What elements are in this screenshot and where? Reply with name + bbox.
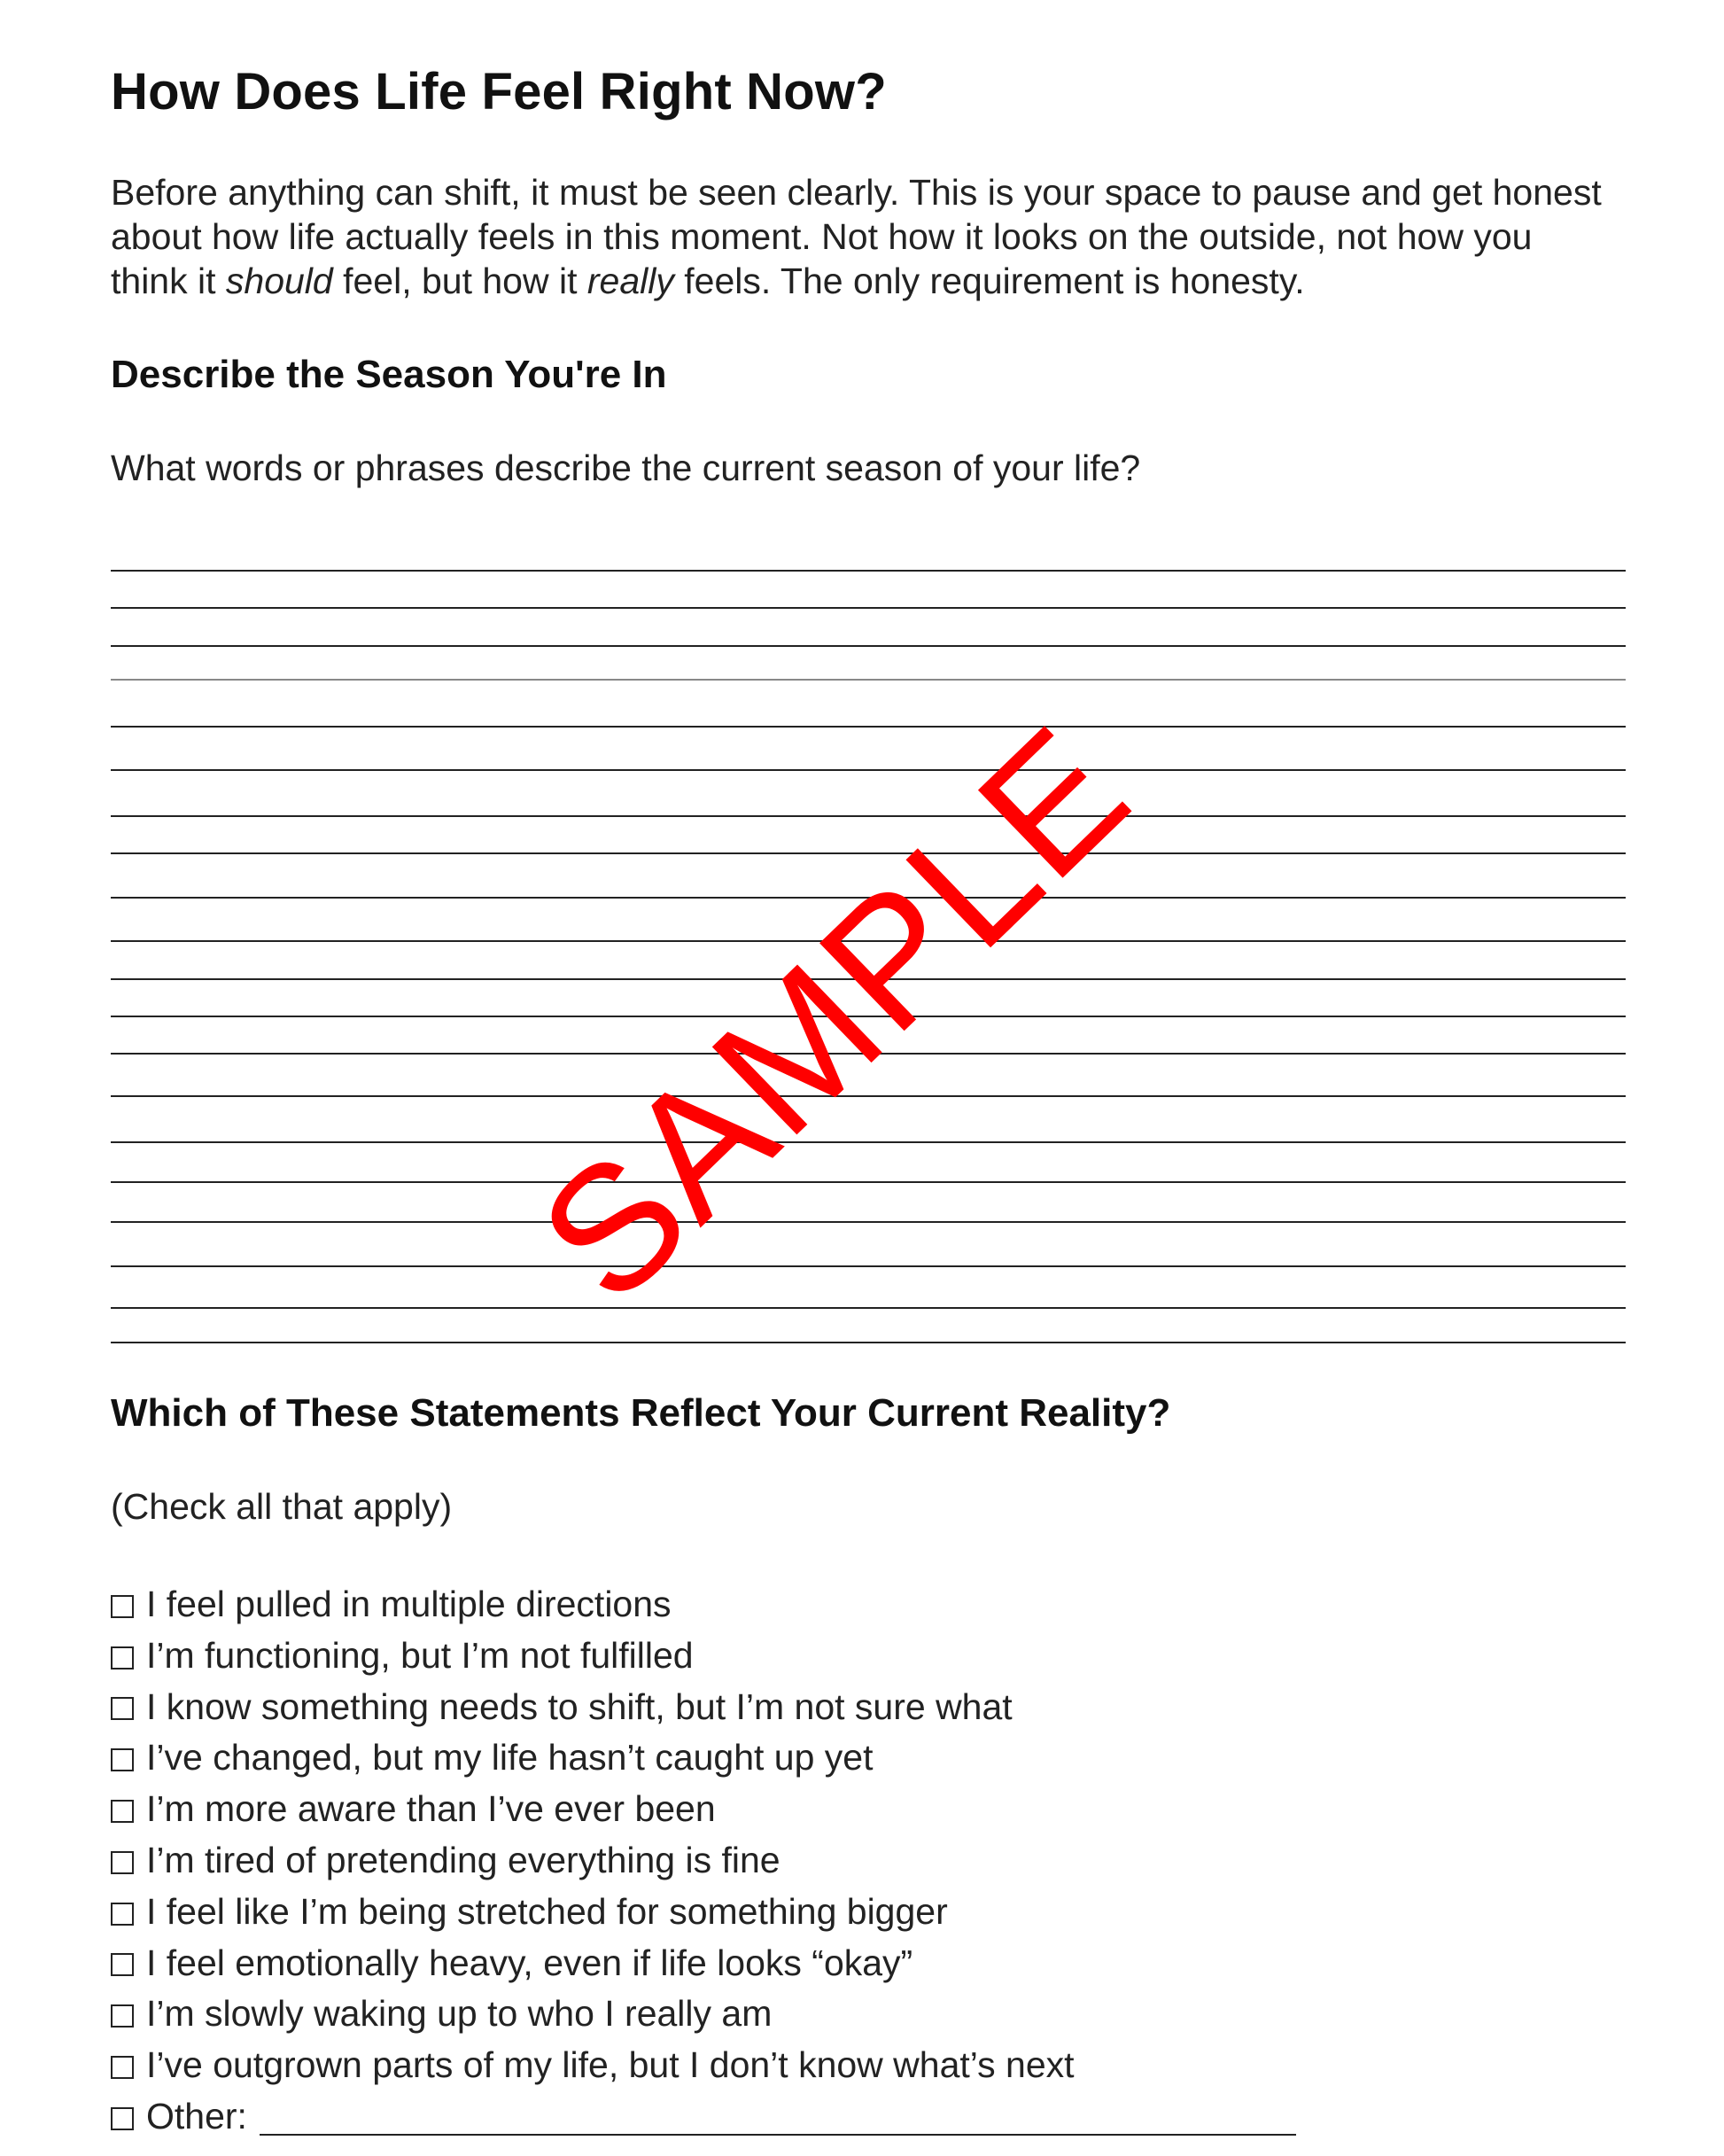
- checklist-item[interactable]: [111, 1887, 1296, 1938]
- sample-watermark: SAMPLE: [502, 689, 1165, 1339]
- checkbox-icon[interactable]: [111, 1851, 134, 1874]
- writing-line[interactable]: [111, 897, 1626, 899]
- checkbox-icon[interactable]: [111, 2004, 134, 2028]
- checklist-item-label: I’m functioning, but I’m not fulfilled: [146, 1634, 694, 1676]
- checkbox-icon[interactable]: [111, 1800, 134, 1823]
- checkbox-icon[interactable]: [111, 1697, 134, 1720]
- writing-line[interactable]: [111, 769, 1626, 771]
- checkbox-icon[interactable]: [111, 2056, 134, 2079]
- checklist-item-label: I’ve outgrown parts of my life, but I don’t know what’s next: [146, 2044, 1075, 2086]
- statements-heading: Which of These Statements Reflect Your Current Reality?: [111, 1391, 1171, 1435]
- checklist-item[interactable]: [111, 1784, 1296, 1835]
- checklist-item-label: I’m more aware than I’ve ever been: [146, 1788, 716, 1830]
- writing-line[interactable]: [111, 1265, 1626, 1267]
- season-heading: Describe the Season You're In: [111, 353, 667, 396]
- intro-text-1: Before anything can shift, it must be seen clearly. This is your space to pause and get honest about how life actually feels in this moment. Not how it looks on the outside, not how you think it: [111, 172, 1602, 301]
- checklist-item-label: I’m slowly waking up to who I really am: [146, 1993, 773, 2035]
- writing-line[interactable]: [111, 1095, 1626, 1097]
- other-input-line[interactable]: [260, 2134, 1296, 2136]
- writing-line[interactable]: [111, 978, 1626, 980]
- season-prompt: What words or phrases describe the current season of your life?: [111, 448, 1141, 488]
- checklist-item[interactable]: [111, 1682, 1296, 1733]
- writing-line[interactable]: [111, 1016, 1626, 1017]
- intro-text-3: feels. The only requirement is honesty.: [673, 261, 1305, 301]
- checklist-item[interactable]: [111, 1579, 1296, 1631]
- checkbox-icon[interactable]: [111, 1595, 134, 1618]
- checklist-item[interactable]: [111, 2040, 1296, 2091]
- writing-line[interactable]: [111, 940, 1626, 942]
- writing-area[interactable]: [111, 532, 1626, 1365]
- writing-line[interactable]: [111, 679, 1626, 681]
- checklist-item-label: I feel pulled in multiple directions: [146, 1584, 672, 1624]
- page-title: How Does Life Feel Right Now?: [111, 63, 887, 121]
- checkbox-icon[interactable]: [111, 1748, 134, 1771]
- checklist-item[interactable]: [111, 1938, 1296, 1989]
- other-label: Other:: [146, 2095, 247, 2137]
- intro-paragraph: [111, 170, 1617, 303]
- writing-line[interactable]: [111, 1221, 1626, 1223]
- checklist-item-label: I feel like I’m being stretched for something bigger: [146, 1890, 948, 1932]
- intro-emphasis-should: should: [225, 261, 333, 301]
- writing-line[interactable]: [111, 1307, 1626, 1309]
- writing-line[interactable]: [111, 815, 1626, 817]
- writing-line[interactable]: [111, 645, 1626, 647]
- checkbox-icon[interactable]: [111, 1903, 134, 1926]
- writing-line[interactable]: [111, 1342, 1626, 1343]
- checklist-item[interactable]: [111, 1989, 1296, 2040]
- checkbox-icon[interactable]: [111, 1953, 134, 1976]
- writing-line[interactable]: [111, 726, 1626, 728]
- checklist-item[interactable]: [111, 1631, 1296, 1682]
- writing-line[interactable]: [111, 570, 1626, 572]
- writing-line[interactable]: [111, 1141, 1626, 1143]
- checkbox-icon[interactable]: [111, 1646, 134, 1670]
- checklist-item[interactable]: [111, 1732, 1296, 1784]
- checklist-item-label: I’m tired of pretending everything is fine: [146, 1839, 780, 1880]
- checklist-item-label: I feel emotionally heavy, even if life looks “okay”: [146, 1942, 913, 1983]
- checkbox-icon[interactable]: [111, 2107, 134, 2130]
- statement-checklist: [111, 1579, 1296, 2143]
- writing-line[interactable]: [111, 1053, 1626, 1055]
- intro-emphasis-really: really: [586, 261, 674, 301]
- writing-line[interactable]: [111, 852, 1626, 854]
- checklist-item-label: I’ve changed, but my life hasn’t caught up yet: [146, 1737, 874, 1779]
- check-instruction: (Check all that apply): [111, 1486, 453, 1527]
- writing-line[interactable]: [111, 1181, 1626, 1183]
- checklist-item-label: I know something needs to shift, but I’m not sure what: [146, 1685, 1013, 1727]
- intro-text-2: feel, but how it: [332, 261, 587, 301]
- writing-line[interactable]: [111, 607, 1626, 609]
- checklist-item[interactable]: [111, 1835, 1296, 1887]
- checklist-item-other[interactable]: [111, 2091, 1296, 2143]
